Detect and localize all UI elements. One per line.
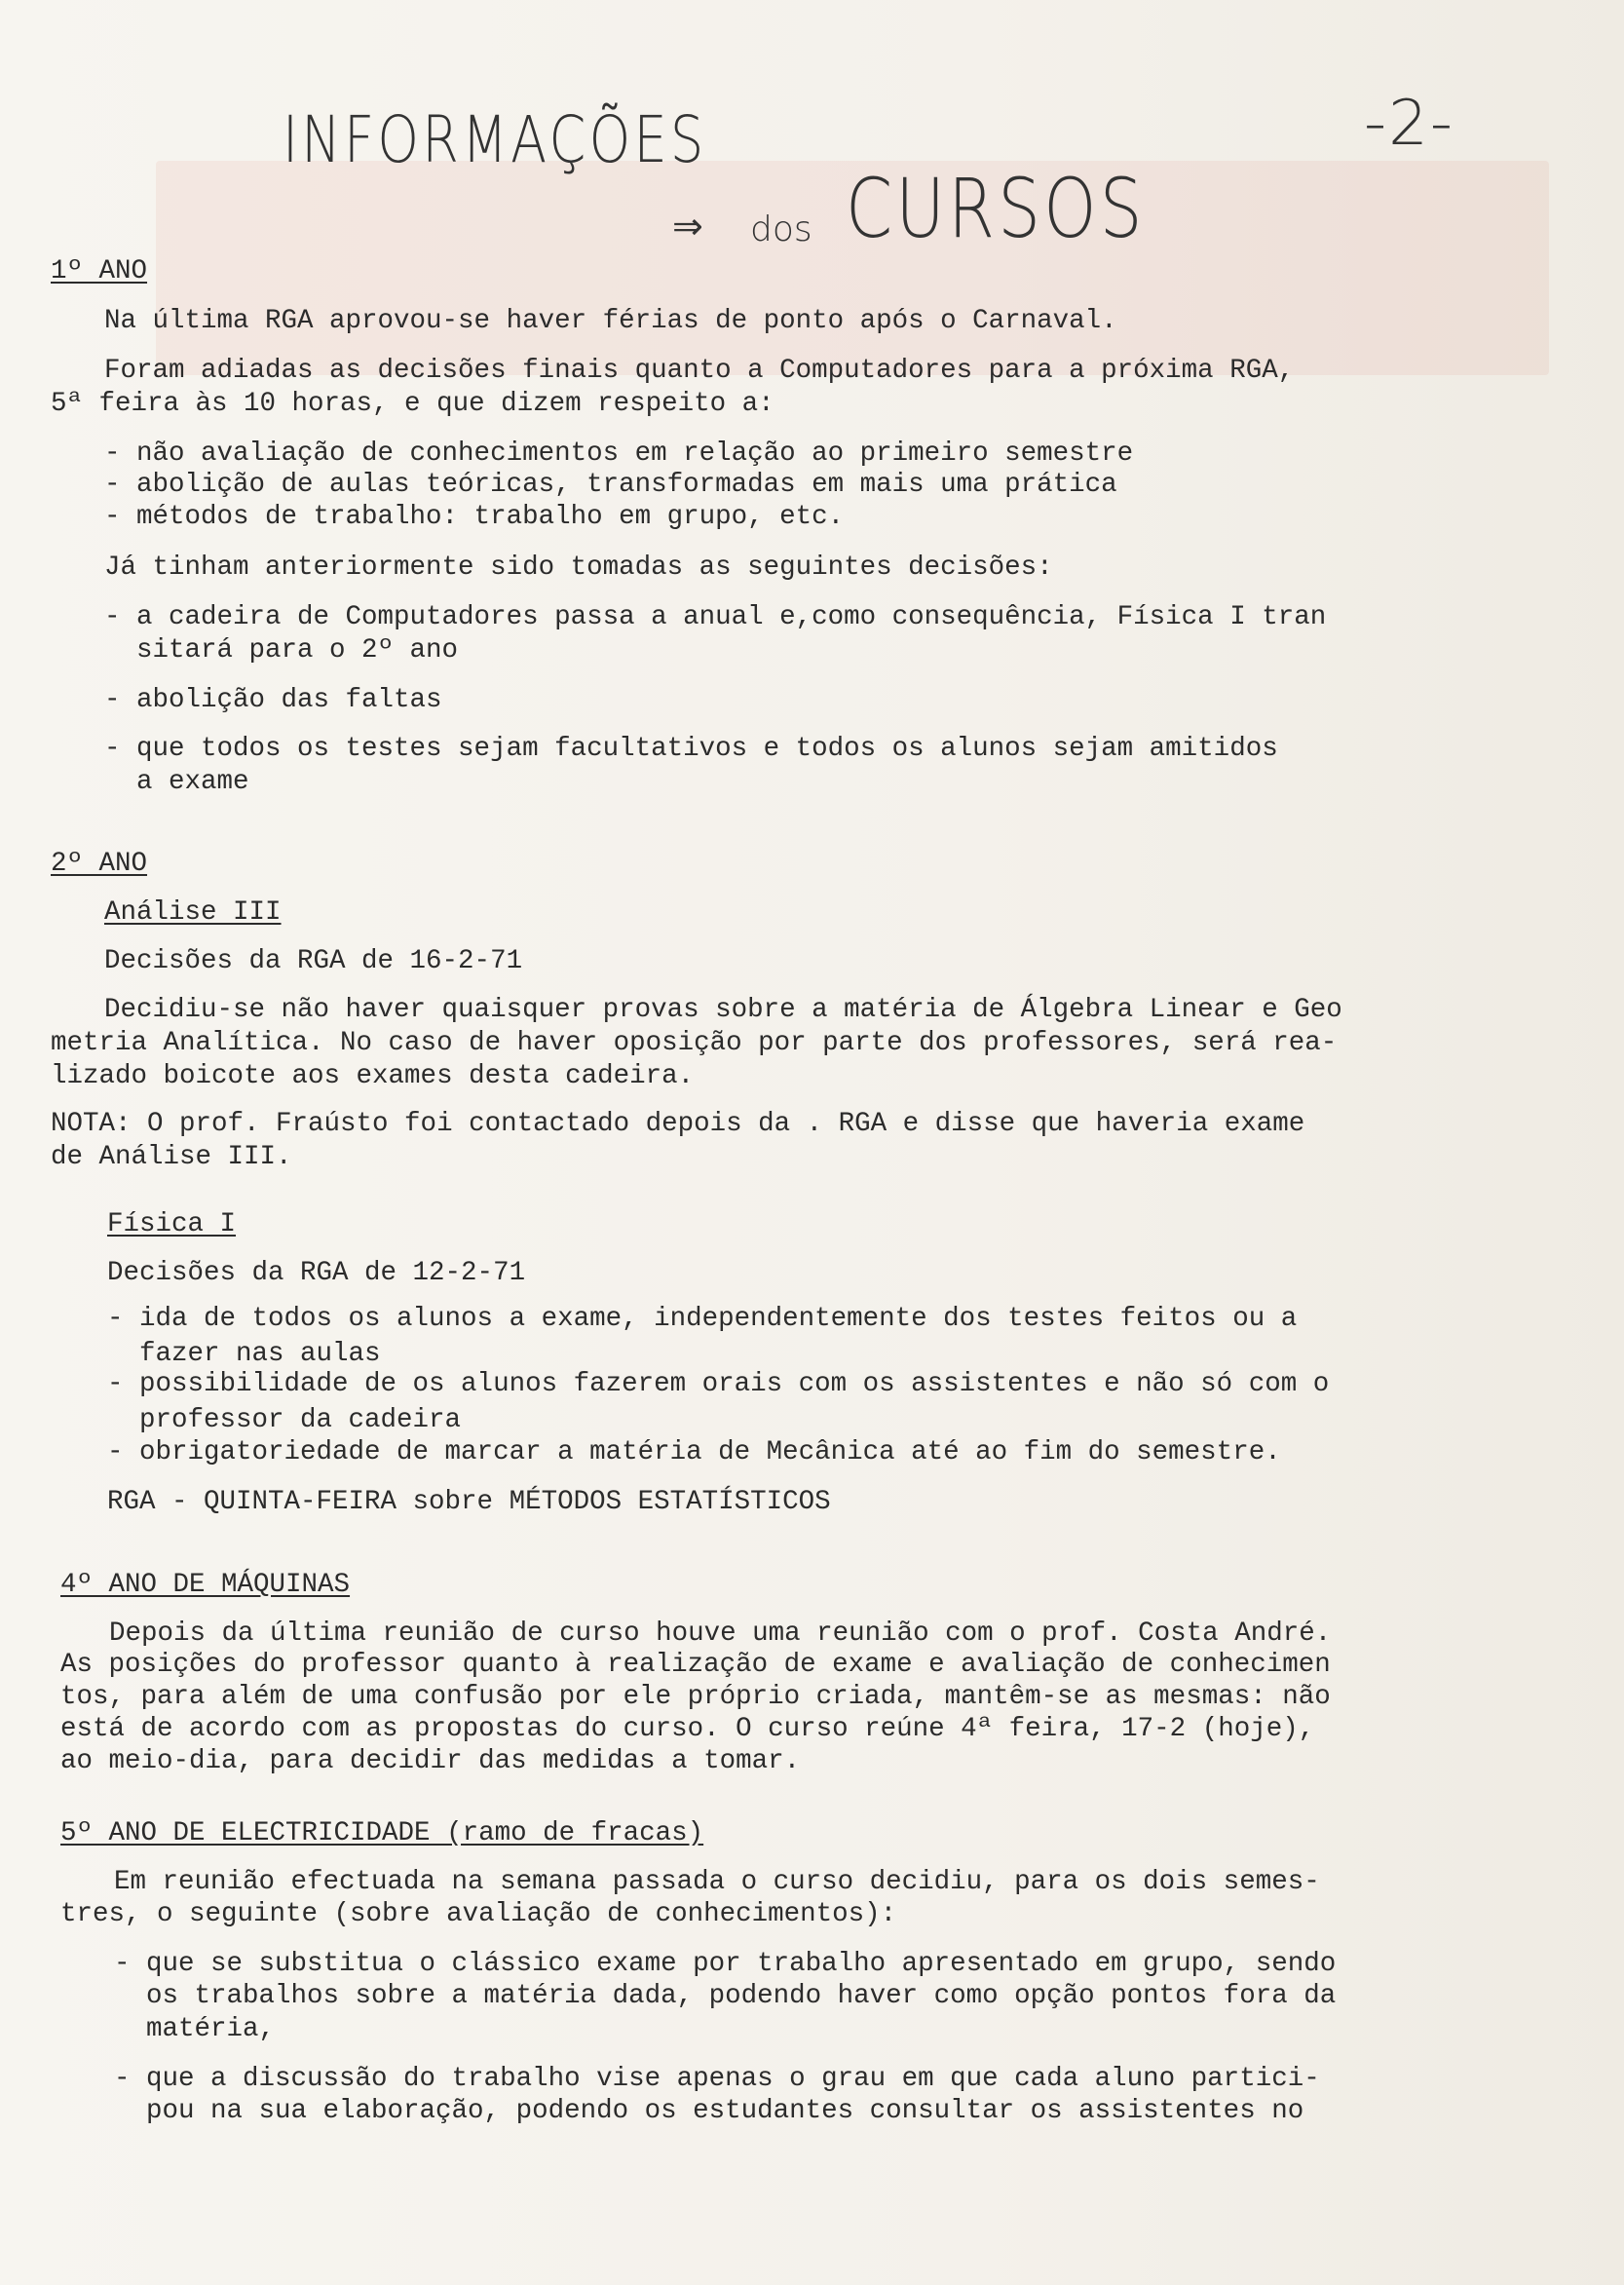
bullet-item: - obrigatoriedade de marcar a matéria de Mecânica até ao fim do semestre.	[107, 1437, 1281, 1467]
note-line: NOTA: O prof. Fraústo foi contactado depois da . RGA e disse que haveria exame	[51, 1109, 1305, 1139]
bullet-item: - que a discussão do trabalho vise apenas o grau em que cada aluno partici-	[114, 2064, 1320, 2094]
bullet-item: - que todos os testes sejam facultativos e todos os alunos sejam amitidos	[104, 734, 1278, 764]
title-informacoes: INFORMAÇÕES	[283, 102, 707, 177]
paragraph-line: Foram adiadas as decisões finais quanto a Computadores para a próxima RGA,	[104, 356, 1295, 386]
rga-announcement: RGA - QUINTA-FEIRA sobre MÉTODOS ESTATÍSTICOS	[107, 1487, 831, 1517]
section-heading-year5: 5º ANO DE ELECTRICIDADE (ramo de fracas)	[60, 1818, 704, 1848]
arrow-icon: ⇒	[672, 205, 703, 248]
note-line: de Análise III.	[51, 1142, 292, 1172]
page-number: -2-	[1364, 88, 1454, 160]
paragraph-line: As posições do professor quanto à realização de exame e avaliação de conhecimen	[60, 1650, 1331, 1680]
paragraph-line: está de acordo com as propostas do curso. O curso reúne 4ª feira, 17-2 (hoje),	[60, 1714, 1315, 1744]
bullet-item-continued: sitará para o 2º ano	[104, 635, 459, 666]
bullet-item-continued: professor da cadeira	[107, 1405, 462, 1435]
paragraph-line: Decidiu-se não haver quaisquer provas sobre a matéria de Álgebra Linear e Geo	[104, 995, 1342, 1025]
subheading-fisica: Física I	[107, 1209, 237, 1239]
bullet-item-continued: a exame	[104, 767, 249, 797]
paragraph-line: ao meio-dia, para decidir das medidas a tomar.	[60, 1746, 801, 1776]
bullet-item: - possibilidade de os alunos fazerem orais com os assistentes e não só com o	[107, 1369, 1330, 1399]
paragraph-line: Em reunião efectuada na semana passada o curso decidiu, para os dois semes-	[114, 1867, 1320, 1897]
paragraph-line: lizado boicote aos exames desta cadeira.	[51, 1061, 695, 1091]
bullet-item: - a cadeira de Computadores passa a anual e,como consequência, Física I tran	[104, 602, 1327, 632]
section-heading-year1: 1º ANO	[51, 256, 148, 286]
paragraph-line: metria Analítica. No caso de haver oposição por parte dos professores, será rea-	[51, 1028, 1338, 1058]
decision-date: Decisões da RGA de 16-2-71	[104, 946, 523, 976]
bullet-item: - métodos de trabalho: trabalho em grupo, etc.	[104, 502, 845, 532]
bullet-item: - abolição de aulas teóricas, transformadas em mais uma prática	[104, 470, 1117, 500]
decision-date: Decisões da RGA de 12-2-71	[107, 1258, 526, 1288]
bullet-item-continued: pou na sua elaboração, podendo os estudantes consultar os assistentes no	[114, 2096, 1304, 2126]
bullet-item-continued: matéria,	[114, 2014, 276, 2044]
bullet-item: - não avaliação de conhecimentos em relação ao primeiro semestre	[104, 438, 1134, 469]
paragraph-line: Depois da última reunião de curso houve uma reunião com o prof. Costa André.	[109, 1619, 1332, 1649]
title-dos: dos	[750, 209, 812, 249]
paragraph-line: Na última RGA aprovou-se haver férias de ponto após o Carnaval.	[104, 306, 1117, 336]
paragraph-line: 5ª feira às 10 horas, e que dizem respeito a:	[51, 389, 774, 419]
bullet-item: - abolição das faltas	[104, 685, 442, 715]
section-heading-year2: 2º ANO	[51, 849, 148, 879]
bullet-item: - que se substitua o clássico exame por trabalho apresentado em grupo, sendo	[114, 1949, 1337, 1979]
paragraph-line: Já tinham anteriormente sido tomadas as seguintes decisões:	[104, 552, 1053, 583]
subheading-analise: Análise III	[104, 897, 282, 928]
section-heading-year4: 4º ANO DE MÁQUINAS	[60, 1570, 351, 1600]
bullet-item-continued: fazer nas aulas	[107, 1339, 381, 1369]
title-cursos: CURSOS	[846, 161, 1146, 256]
bullet-item-continued: os trabalhos sobre a matéria dada, podendo haver como opção pontos fora da	[114, 1981, 1337, 2011]
paragraph-line: tres, o seguinte (sobre avaliação de conhecimentos):	[60, 1899, 897, 1929]
bullet-item: - ida de todos os alunos a exame, independentemente dos testes feitos ou a	[107, 1304, 1298, 1334]
paragraph-line: tos, para além de uma confusão por ele próprio criada, mantêm-se as mesmas: não	[60, 1682, 1331, 1712]
